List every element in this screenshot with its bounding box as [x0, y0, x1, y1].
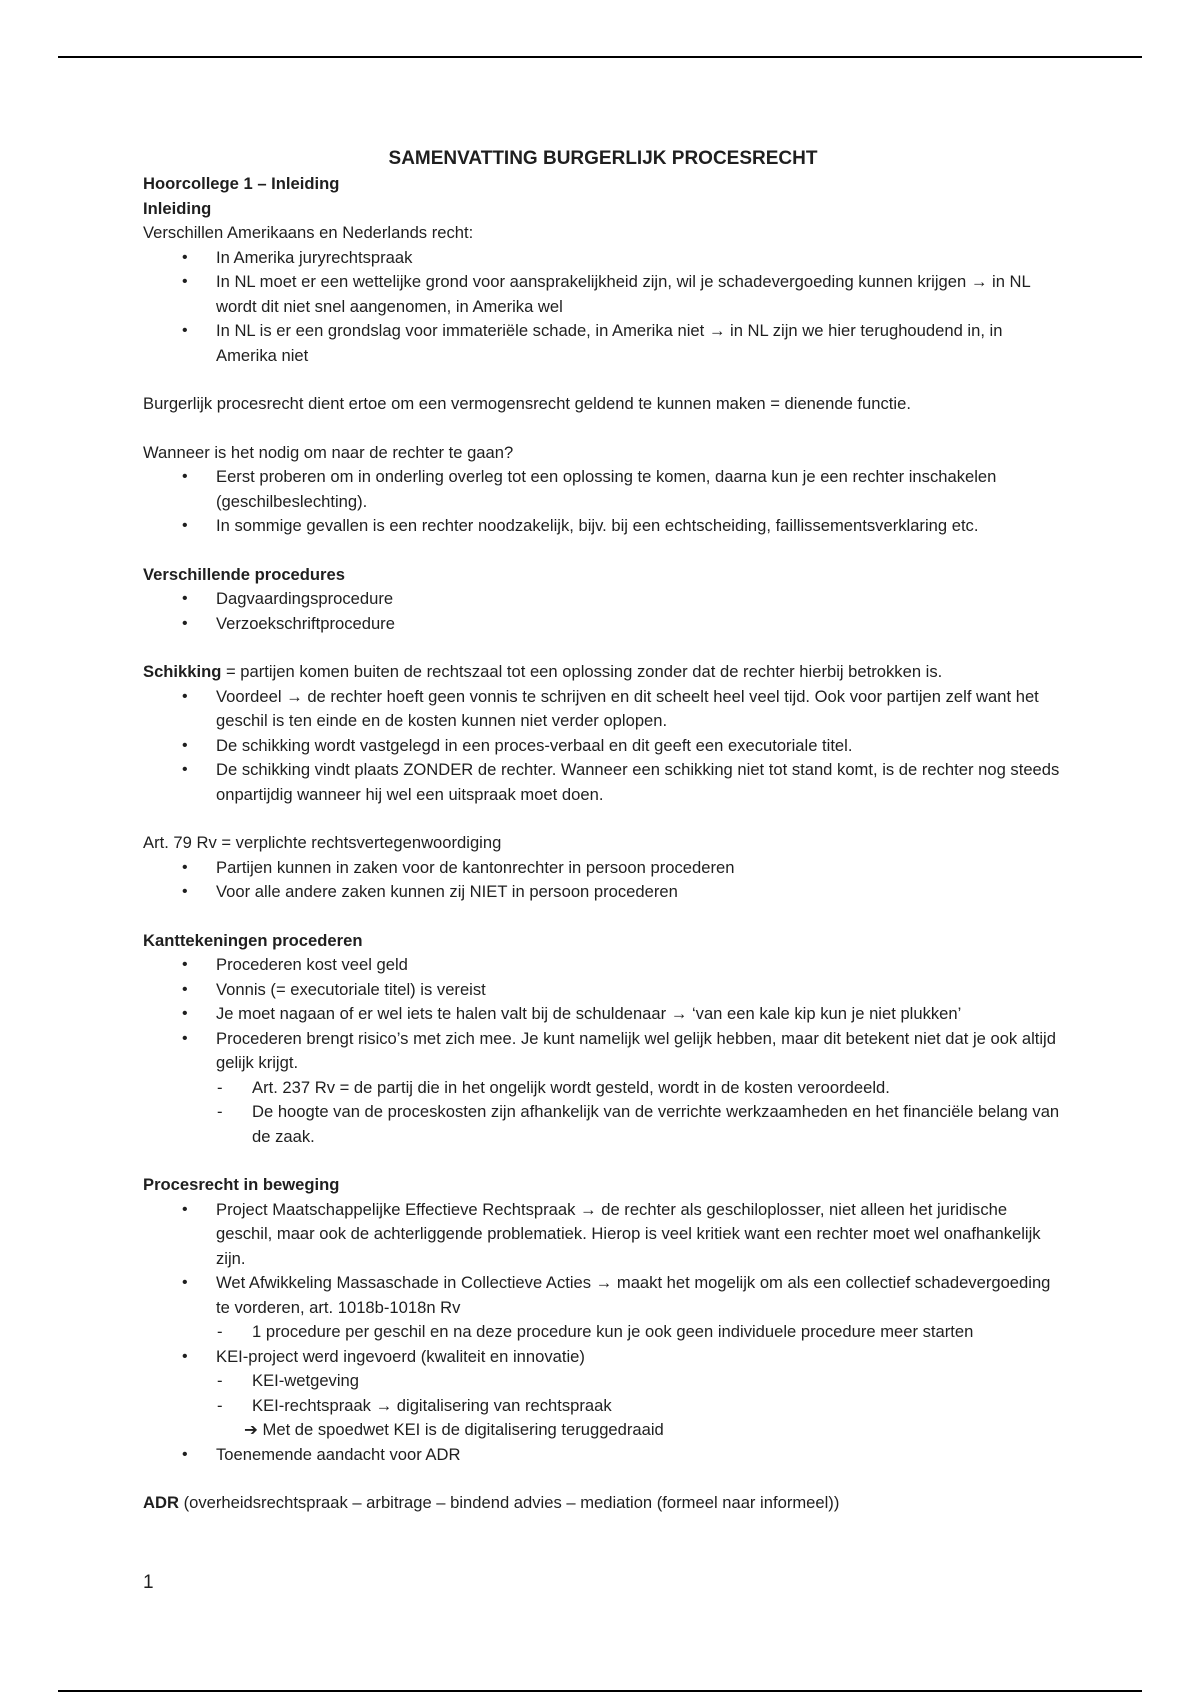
list-item: • Verzoekschriftprocedure	[143, 612, 1063, 637]
wanneer-question: Wanneer is het nodig om naar de rechter te gaan?	[143, 442, 514, 462]
inleiding-list	[143, 246, 1063, 369]
list-item: • Je moet nagaan of er wel iets te halen valt bij de schuldenaar → ‘van een kale kip kun je niet plukken’	[143, 1002, 1063, 1027]
list-item: • Toenemende aandacht voor ADR	[143, 1443, 1063, 1468]
list-item: • In Amerika juryrechtspraak	[143, 246, 1063, 271]
page-number: 1	[143, 1572, 154, 1593]
list-item: • Procederen brengt risico’s met zich mee. Je kunt namelijk wel gelijk hebben, maar dit betekent niet dat je ook altijd gelijk krijgt.	[143, 1027, 1063, 1076]
section-heading-procedures: Verschillende procedures	[143, 564, 345, 584]
list-item: • De schikking vindt plaats ZONDER de rechter. Wanneer een schikking niet tot stand komt, is de rechter nog steeds onpartijdig wanneer hij wel een uitspraak moet doen.	[143, 758, 1063, 807]
section-heading-kanttekeningen: Kanttekeningen procederen	[143, 930, 363, 950]
sub-list-item: - Art. 237 Rv = de partij die in het ongelijk wordt gesteld, wordt in de kosten veroordeeld.	[143, 1076, 1063, 1101]
list-item: • In sommige gevallen is een rechter noodzakelijk, bijv. bij een echtscheiding, faillissementsverklaring etc.	[143, 514, 1063, 539]
section-heading-beweging: Procesrecht in beweging	[143, 1175, 340, 1194]
document-title: SAMENVATTING BURGERLIJK PROCESRECHT	[388, 148, 818, 169]
list-item: • In NL is er een grondslag voor immateriële schade, in Amerika niet → in NL zijn we hier terughoudend in, in Amerika niet	[143, 319, 1063, 368]
lecture-heading: Hoorcollege 1 – Inleiding	[143, 174, 340, 193]
sub-list-item: - KEI-wetgeving	[143, 1369, 1063, 1394]
schikking-term: Schikking	[143, 662, 222, 681]
list-item: • Procederen kost veel geld	[143, 953, 1063, 978]
list-item: • Partijen kunnen in zaken voor de kantonrechter in persoon procederen	[143, 856, 1063, 881]
section-heading-inleiding: Inleiding	[143, 198, 212, 218]
sub-list-item: - KEI-rechtspraak → digitalisering van rechtspraak	[143, 1394, 1063, 1419]
art79-list	[143, 856, 1063, 905]
sub-list-item: - 1 procedure per geschil en na deze procedure kun je ook geen individuele procedure meer starten	[143, 1320, 1063, 1345]
list-item: • Voor alle andere zaken kunnen zij NIET in persoon procederen	[143, 880, 1063, 905]
arrow-list-item	[143, 1418, 1063, 1443]
header-rule	[58, 56, 1142, 58]
adr-term: ADR	[143, 1493, 179, 1512]
wanneer-list	[143, 465, 1063, 539]
list-item: • In NL moet er een wettelijke grond voor aansprakelijkheid zijn, wil je schadevergoeding kunnen krijgen → in NL wordt dit niet snel aangenomen, in Amerika wel	[143, 270, 1063, 319]
list-item: • Wet Afwikkeling Massaschade in Collectieve Acties → maakt het mogelijk om als een collectief schadevergoeding te vorderen, art. 1018b-1018n Rv	[143, 1271, 1063, 1320]
kanttekeningen-list	[143, 953, 1063, 1149]
arrow-list-item-text: Met de spoedwet KEI is de digitalisering teruggedraaid	[262, 1420, 664, 1439]
art79-heading: Art. 79 Rv = verplichte rechtsvertegenwoordiging	[143, 833, 502, 852]
list-item: • Vonnis (= executoriale titel) is vereist	[143, 978, 1063, 1003]
list-item: • De schikking wordt vastgelegd in een proces-verbaal en dit geeft een executoriale titel.	[143, 734, 1063, 759]
list-item: • KEI-project werd ingevoerd (kwaliteit en innovatie)	[143, 1345, 1063, 1370]
beweging-list	[143, 1198, 1063, 1468]
intro-text: Verschillen Amerikaans en Nederlands recht:	[143, 223, 474, 242]
procedures-list	[143, 587, 1063, 636]
adr-paragraph	[143, 1491, 1063, 1516]
sub-list-item: - De hoogte van de proceskosten zijn afhankelijk van de verrichte werkzaamheden en het financiële belang van de zaak.	[143, 1100, 1063, 1149]
dienend-paragraph: Burgerlijk procesrecht dient ertoe om een vermogensrecht geldend te kunnen maken = dienende functie.	[143, 394, 911, 413]
schikking-definition-text: = partijen komen buiten de rechtszaal tot een oplossing zonder dat de rechter hierbij betrokken is.	[221, 662, 943, 681]
schikking-definition	[143, 660, 1063, 685]
list-item: • Project Maatschappelijke Effectieve Rechtspraak → de rechter als geschiloplosser, niet alleen het juridische geschil, maar ook de achterliggende problematiek. Hierop is veel kritiek want een rechter moet wel onafhankelijk zijn.	[143, 1198, 1063, 1272]
document-body	[143, 146, 1063, 1516]
list-item: • Eerst proberen om in onderling overleg tot een oplossing te komen, daarna kun je een rechter inschakelen (geschilbeslechting).	[143, 465, 1063, 514]
list-item: • Dagvaardingsprocedure	[143, 587, 1063, 612]
footer-rule	[58, 1690, 1142, 1692]
schikking-list	[143, 685, 1063, 808]
adr-text: (overheidsrechtspraak – arbitrage – bindend advies – mediation (formeel naar informeel))	[178, 1493, 840, 1512]
list-item: • Voordeel → de rechter hoeft geen vonnis te schrijven en dit scheelt heel veel tijd. Ook voor partijen zelf want het geschil is ten einde en de kosten kunnen niet verder oplopen.	[143, 685, 1063, 734]
arrow-right-icon: ➔	[244, 1420, 258, 1439]
